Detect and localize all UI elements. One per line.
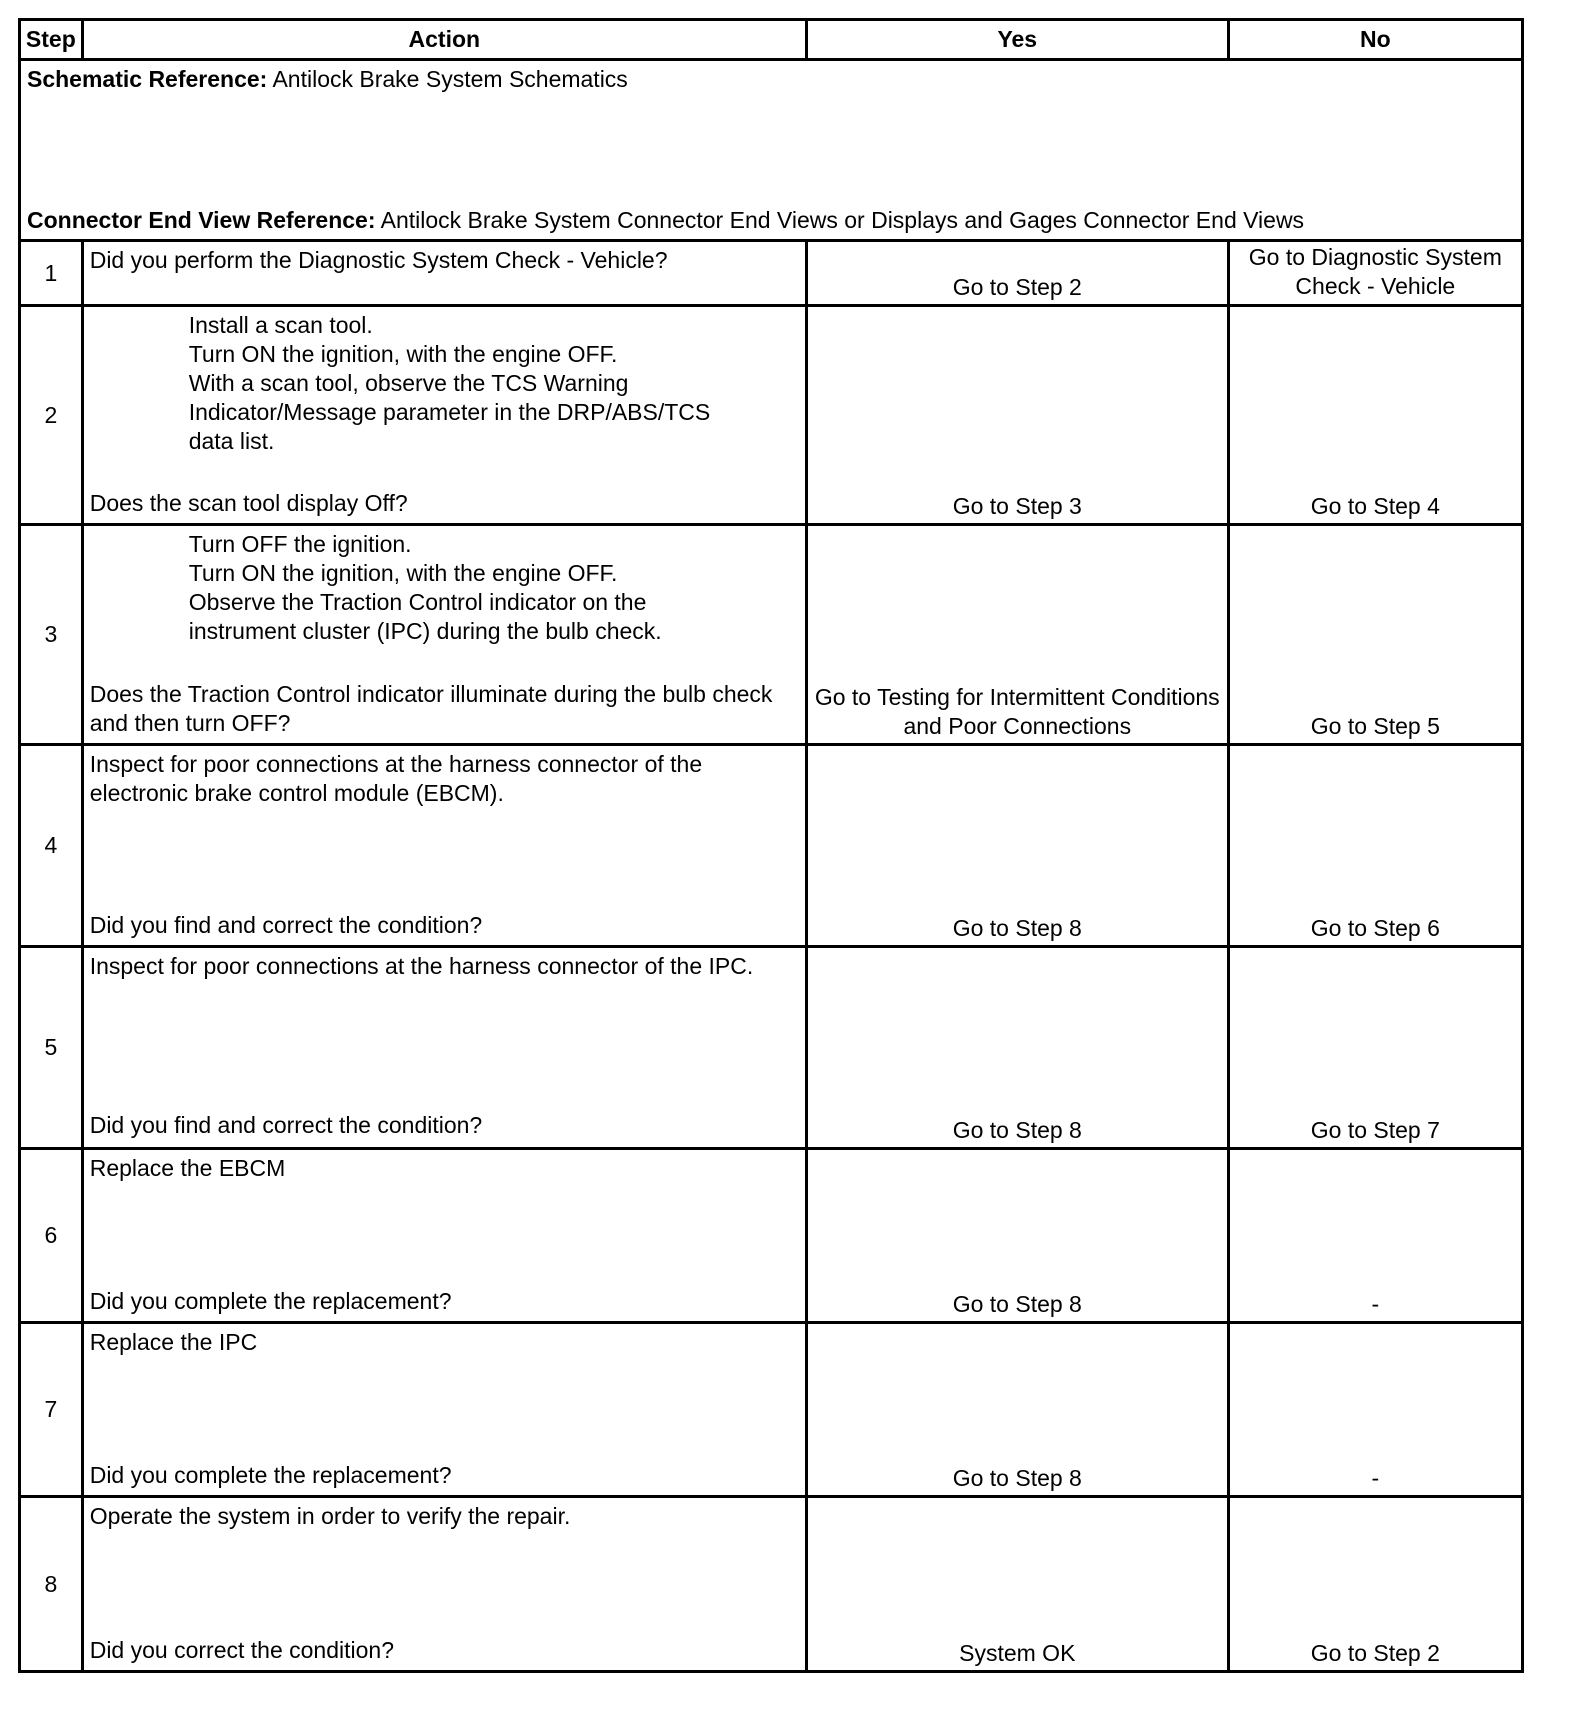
connector-reference-value: Antilock Brake System Connector End Views or Displays and Gages Connector End Views xyxy=(380,207,1305,233)
yes-cell: Go to Step 8 xyxy=(806,1149,1228,1323)
header-no: No xyxy=(1228,20,1522,60)
schematic-reference-label: Schematic Reference: xyxy=(27,66,268,92)
no-cell: - xyxy=(1228,1323,1522,1497)
yes-cell: Go to Step 2 xyxy=(806,241,1228,306)
yes-cell: Go to Testing for Intermittent Conditions and Poor Connections xyxy=(806,525,1228,745)
yes-cell: System OK xyxy=(806,1497,1228,1672)
step-number: 1 xyxy=(20,241,83,306)
action-substep: Install a scan tool. xyxy=(188,312,373,338)
table-row xyxy=(20,306,1523,525)
step-number: 5 xyxy=(20,947,83,1149)
table-row xyxy=(20,525,1523,745)
header-row xyxy=(20,20,1523,60)
action-cell xyxy=(82,1497,806,1672)
action-cell xyxy=(82,1323,806,1497)
step-number: 4 xyxy=(20,745,83,947)
action-text: Inspect for poor connections at the harness connector of the IPC. xyxy=(89,953,754,979)
action-substep: Observe the Traction Control indicator on the instrument cluster (IPC) during the bulb check. xyxy=(188,589,662,644)
action-text: Replace the IPC xyxy=(89,1329,258,1355)
no-cell: Go to Step 6 xyxy=(1228,745,1522,947)
action-cell xyxy=(82,525,806,745)
table-row xyxy=(20,241,1523,306)
header-action: Action xyxy=(82,20,806,60)
yes-cell: Go to Step 8 xyxy=(806,745,1228,947)
action-question: Did you complete the replacement? xyxy=(89,1462,452,1488)
action-cell xyxy=(82,947,806,1149)
action-substep: Turn ON the ignition, with the engine OFF. xyxy=(188,560,618,586)
action-question: Did you find and correct the condition? xyxy=(89,912,483,938)
no-cell: Go to Step 2 xyxy=(1228,1497,1522,1672)
action-question: Did you correct the condition? xyxy=(89,1637,394,1663)
no-cell: - xyxy=(1228,1149,1522,1323)
action-text: Inspect for poor connections at the harness connector of the electronic brake control module (EBCM). xyxy=(89,751,703,806)
table-row xyxy=(20,1149,1523,1323)
diagnostic-table xyxy=(18,18,1524,1673)
header-yes: Yes xyxy=(806,20,1228,60)
no-cell: Go to Diagnostic System Check - Vehicle xyxy=(1228,241,1522,306)
action-question: Did you find and correct the condition? xyxy=(89,1112,483,1138)
reference-row xyxy=(20,60,1523,241)
no-cell: Go to Step 7 xyxy=(1228,947,1522,1149)
action-text: Operate the system in order to verify the repair. xyxy=(89,1503,571,1529)
table-row xyxy=(20,1323,1523,1497)
action-substep: Turn ON the ignition, with the engine OFF. xyxy=(188,341,618,367)
action-substep: Turn OFF the ignition. xyxy=(188,531,412,557)
step-number: 2 xyxy=(20,306,83,525)
action-cell xyxy=(82,745,806,947)
connector-reference-label: Connector End View Reference: xyxy=(27,207,376,233)
connector-reference xyxy=(27,206,1304,235)
action-cell xyxy=(82,1149,806,1323)
schematic-reference-value: Antilock Brake System Schematics xyxy=(272,66,628,92)
header-step: Step xyxy=(20,20,83,60)
step-number: 6 xyxy=(20,1149,83,1323)
no-cell: Go to Step 4 xyxy=(1228,306,1522,525)
yes-cell: Go to Step 8 xyxy=(806,1323,1228,1497)
action-cell xyxy=(82,241,806,306)
action-substep: With a scan tool, observe the TCS Warning Indicator/Message parameter in the DRP/ABS/TCS data list. xyxy=(188,370,711,454)
step-number: 8 xyxy=(20,1497,83,1672)
action-question: Does the scan tool display Off? xyxy=(89,490,408,516)
no-cell: Go to Step 5 xyxy=(1228,525,1522,745)
action-cell xyxy=(82,306,806,525)
action-question: Did you complete the replacement? xyxy=(89,1288,452,1314)
step-number: 3 xyxy=(20,525,83,745)
action-text: Replace the EBCM xyxy=(89,1155,286,1181)
reference-cell xyxy=(20,60,1523,241)
table-row xyxy=(20,947,1523,1149)
yes-cell: Go to Step 8 xyxy=(806,947,1228,1149)
step-number: 7 xyxy=(20,1323,83,1497)
table-row xyxy=(20,745,1523,947)
schematic-reference xyxy=(27,65,1515,94)
action-question: Does the Traction Control indicator illuminate during the bulb check and then turn OFF? xyxy=(89,681,773,736)
action-text: Did you perform the Diagnostic System Check - Vehicle? xyxy=(89,247,668,273)
table-row xyxy=(20,1497,1523,1672)
yes-cell: Go to Step 3 xyxy=(806,306,1228,525)
